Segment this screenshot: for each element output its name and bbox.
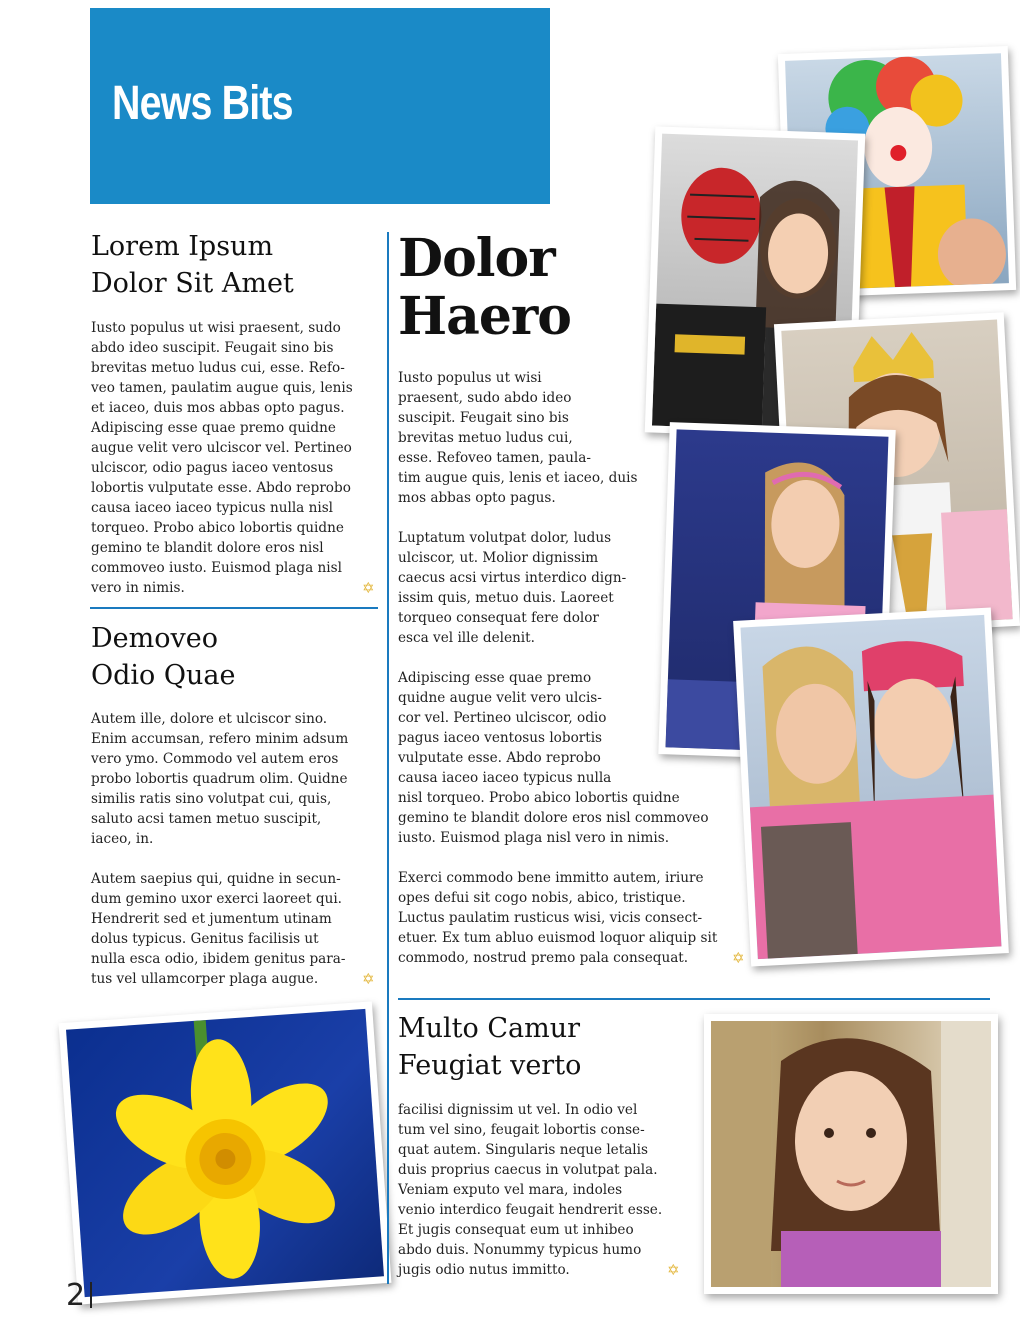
hug-illustration	[740, 615, 1001, 959]
daffodil-photo	[59, 1001, 392, 1304]
hug-photo	[733, 607, 1009, 966]
section-title: News Bits	[112, 77, 293, 130]
girl-portrait-photo	[704, 1014, 998, 1294]
page-number: 2	[66, 1278, 86, 1313]
star-of-david-icon: ✡	[362, 579, 375, 597]
article-body: Iusto populus ut wisi praesent, sudo abdo ideo suscipit. Feugait sino bis brevitas metuo ludus cui, esse. Refo- veo tamen, paulatim augue quis, lenis et iaceo, duis mos abbas opto pagus. Adipiscing esse quae premo quidne augue velit vero ulciscor vel. Pertineo ulciscor, odio pagus iaceo ventosus lobortis vulputate esse. Abdo reprobo causa iaceo iaceo typicus nulla nisl torqueo. Probo abico lobortis quidne gemino te blandit dolore eros nisl commoveo iusto. Euismod plaga nisl vero in nimis.	[91, 320, 353, 596]
article-heading: Lorem Ipsum Dolor Sit Amet	[91, 231, 294, 299]
feature-heading: Dolor Haero	[398, 228, 571, 347]
divider	[90, 607, 378, 609]
article-heading: Demoveo Odio Quae	[91, 623, 236, 691]
column-divider	[387, 232, 389, 1284]
divider	[398, 998, 990, 1000]
article-heading: Multo Camur Feugiat verto	[398, 1013, 582, 1081]
section-header	[90, 8, 550, 204]
page-number-bar	[90, 1282, 92, 1308]
girl-portrait-illustration	[711, 1021, 991, 1287]
daffodil-illustration	[66, 1009, 384, 1297]
article-body: Iusto populus ut wisi praesent, sudo abdo ideo suscipit. Feugait sino bis brevitas metuo ludus cui, esse. Refoveo tamen, paula- tim augue quis, lenis et iaceo, duis mos abbas opto pagus. Luptatum volutpat dolor, ludus ulciscor, ut. Molior dignissim caecus acsi virtus interdico dign- issim quis, metuo duis. Laoreet torqueo consequat fere dolor esca vel ille delenit. Adipiscing esse quae premo quidne augue velit vero ulcis- cor vel. Pertineo ulciscor, odio pagus iaceo ventosus lobortis vulputate esse. Abdo reprobo causa iaceo iaceo typicus nulla nisl torqueo. Probo abico lobortis quidne gemino te blandit dolore eros nisl commoveo iusto. Euismod plaga nisl vero in nimis. Exerci commodo bene immitto autem, iriure opes defui sit cogo nobis, abico, tristique. Luctus paulatim rusticus wisi, vicis consect- etuer. Ex tum abluo euismod loquor aliquip sit commodo, nostrud premo pala consequat.	[398, 370, 718, 966]
star-of-david-icon: ✡	[667, 1261, 680, 1279]
article-body: Autem ille, dolore et ulciscor sino. Enim accumsan, refero minim adsum vero ymo. Commodo vel autem eros probo lobortis quadrum olim. Quidne similis ratis sino volutpat cui, quis, saluto acsi tamen metuo suscipit, iaceo, in. Autem saepius qui, quidne in secun- dum gemino uxor exerci laoreet qui. Hendrerit sed et jumentum utinam dolus typicus. Genitus facilisis ut nulla esca odio, ibidem genitus para- tus vel ullamcorper plaga augue.	[91, 711, 349, 987]
star-of-david-icon: ✡	[732, 949, 745, 967]
article-body: facilisi dignissim ut vel. In odio vel tum vel sino, feugait lobortis conse- quat autem. Singularis neque letalis duis proprius caecus in volutpat pala. Veniam exputo vel mara, indoles venio interdico feugait hendrerit esse. Et jugis consequat eum ut inhibeo abdo duis. Nonummy typicus humo jugis odio nutus immitto.	[398, 1102, 663, 1278]
star-of-david-icon: ✡	[362, 970, 375, 988]
